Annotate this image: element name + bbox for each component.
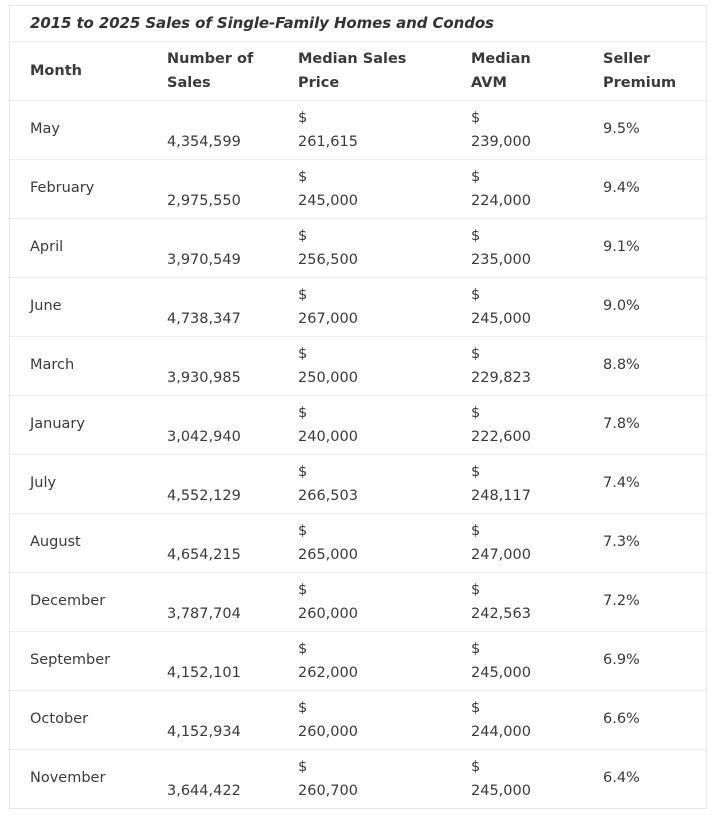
currency-symbol: $ bbox=[298, 110, 308, 126]
cell-median-avm: $ 229,823 bbox=[450, 337, 582, 396]
header-seller-premium: Seller Premium bbox=[582, 42, 708, 101]
cell-median-sales-price: $ 250,000 bbox=[277, 337, 450, 396]
cell-median-sales-price: $ 245,000 bbox=[277, 160, 450, 219]
currency-symbol: $ bbox=[298, 759, 308, 775]
cell-number-of-sales: 4,354,599 bbox=[146, 101, 277, 160]
header-median-sales-price: Median Sales Price bbox=[277, 42, 450, 101]
cell-month: May bbox=[10, 101, 146, 160]
cell-month: October bbox=[10, 691, 146, 750]
cell-median-sales-price: $ 260,000 bbox=[277, 691, 450, 750]
cell-median-sales-price: $ 260,000 bbox=[277, 573, 450, 632]
currency-symbol: $ bbox=[298, 464, 308, 480]
header-row bbox=[10, 42, 708, 101]
cell-seller-premium: 9.5% bbox=[582, 101, 708, 160]
cell-number-of-sales: 2,975,550 bbox=[146, 160, 277, 219]
currency-symbol: $ bbox=[471, 582, 481, 598]
currency-symbol: $ bbox=[298, 405, 308, 421]
currency-symbol: $ bbox=[298, 523, 308, 539]
cell-median-avm: $ 244,000 bbox=[450, 691, 582, 750]
cell-month: July bbox=[10, 455, 146, 514]
cell-median-avm: $ 222,600 bbox=[450, 396, 582, 455]
cell-number-of-sales: 3,930,985 bbox=[146, 337, 277, 396]
currency-symbol: $ bbox=[471, 405, 481, 421]
header-number-of-sales: Number of Sales bbox=[146, 42, 277, 101]
sales-table bbox=[10, 42, 708, 808]
cell-seller-premium: 7.4% bbox=[582, 455, 708, 514]
table-body bbox=[10, 101, 708, 809]
cell-month: February bbox=[10, 160, 146, 219]
cell-median-sales-price: $ 260,700 bbox=[277, 750, 450, 809]
cell-seller-premium: 9.1% bbox=[582, 219, 708, 278]
currency-symbol: $ bbox=[298, 346, 308, 362]
cell-seller-premium: 7.3% bbox=[582, 514, 708, 573]
currency-symbol: $ bbox=[298, 287, 308, 303]
cell-median-sales-price: $ 261,615 bbox=[277, 101, 450, 160]
header-median-avm: Median AVM bbox=[450, 42, 582, 101]
cell-median-avm: $ 242,563 bbox=[450, 573, 582, 632]
cell-month: January bbox=[10, 396, 146, 455]
cell-seller-premium: 6.4% bbox=[603, 770, 640, 786]
table-caption: 2015 to 2025 Sales of Single-Family Homes and Condos bbox=[10, 6, 706, 42]
cell-median-avm: $ 248,117 bbox=[450, 455, 582, 514]
cell-seller-premium: 6.9% bbox=[582, 632, 708, 691]
cell-month: June bbox=[10, 278, 146, 337]
cell-number-of-sales: 4,738,347 bbox=[146, 278, 277, 337]
header-month: Month bbox=[10, 42, 146, 101]
cell-number-of-sales: 4,654,215 bbox=[146, 514, 277, 573]
cell-median-avm: $ 239,000 bbox=[450, 101, 582, 160]
currency-symbol: $ bbox=[471, 641, 481, 657]
table-row bbox=[10, 632, 708, 691]
cell-median-avm: $ 247,000 bbox=[450, 514, 582, 573]
cell-seller-premium: 7.8% bbox=[582, 396, 708, 455]
currency-symbol: $ bbox=[298, 641, 308, 657]
table-row bbox=[10, 750, 708, 809]
cell-median-avm: $ 224,000 bbox=[450, 160, 582, 219]
cell-median-sales-price: $ 266,503 bbox=[277, 455, 450, 514]
currency-symbol: $ bbox=[298, 228, 308, 244]
cell-month: March bbox=[10, 337, 146, 396]
cell-median-sales-price: $ 256,500 bbox=[277, 219, 450, 278]
cell-month: August bbox=[10, 514, 146, 573]
currency-symbol: $ bbox=[471, 523, 481, 539]
currency-symbol: $ bbox=[298, 169, 308, 185]
table-row bbox=[10, 160, 708, 219]
currency-symbol: $ bbox=[471, 759, 481, 775]
cell-number-of-sales: 3,787,704 bbox=[146, 573, 277, 632]
cell-month: November bbox=[30, 770, 106, 786]
table-row bbox=[10, 455, 708, 514]
cell-median-sales-price: $ 267,000 bbox=[277, 278, 450, 337]
cell-month: September bbox=[10, 632, 146, 691]
cell-median-avm: $ 235,000 bbox=[450, 219, 582, 278]
table-row bbox=[10, 573, 708, 632]
cell-number-of-sales: 4,152,101 bbox=[146, 632, 277, 691]
cell-number-of-sales: 4,152,934 bbox=[146, 691, 277, 750]
currency-symbol: $ bbox=[471, 464, 481, 480]
currency-symbol: $ bbox=[471, 700, 481, 716]
cell-seller-premium: 9.4% bbox=[582, 160, 708, 219]
cell-median-avm: $ 245,000 bbox=[450, 750, 582, 809]
cell-month: April bbox=[10, 219, 146, 278]
table-row bbox=[10, 396, 708, 455]
table-row bbox=[10, 514, 708, 573]
cell-month: December bbox=[10, 573, 146, 632]
cell-median-sales-price: $ 240,000 bbox=[277, 396, 450, 455]
cell-number-of-sales: 3,042,940 bbox=[146, 396, 277, 455]
sales-table-container bbox=[9, 5, 707, 809]
cell-number-of-sales: 3,970,549 bbox=[146, 219, 277, 278]
currency-symbol: $ bbox=[471, 228, 481, 244]
currency-symbol: $ bbox=[471, 287, 481, 303]
cell-seller-premium: 9.0% bbox=[582, 278, 708, 337]
cell-seller-premium: 8.8% bbox=[582, 337, 708, 396]
cell-median-avm: $ 245,000 bbox=[450, 278, 582, 337]
currency-symbol: $ bbox=[298, 700, 308, 716]
cell-median-sales-price: $ 262,000 bbox=[277, 632, 450, 691]
cell-seller-premium: 6.6% bbox=[582, 691, 708, 750]
table-row bbox=[10, 219, 708, 278]
cell-seller-premium: 7.2% bbox=[582, 573, 708, 632]
table-row bbox=[10, 691, 708, 750]
currency-symbol: $ bbox=[471, 346, 481, 362]
cell-number-of-sales: 4,552,129 bbox=[146, 455, 277, 514]
currency-symbol: $ bbox=[471, 169, 481, 185]
cell-number-of-sales: 3,644,422 bbox=[167, 783, 241, 799]
currency-symbol: $ bbox=[298, 582, 308, 598]
table-row bbox=[10, 337, 708, 396]
table-row bbox=[10, 278, 708, 337]
table-row bbox=[10, 101, 708, 160]
currency-symbol: $ bbox=[471, 110, 481, 126]
cell-median-avm: $ 245,000 bbox=[450, 632, 582, 691]
cell-median-sales-price: $ 265,000 bbox=[277, 514, 450, 573]
